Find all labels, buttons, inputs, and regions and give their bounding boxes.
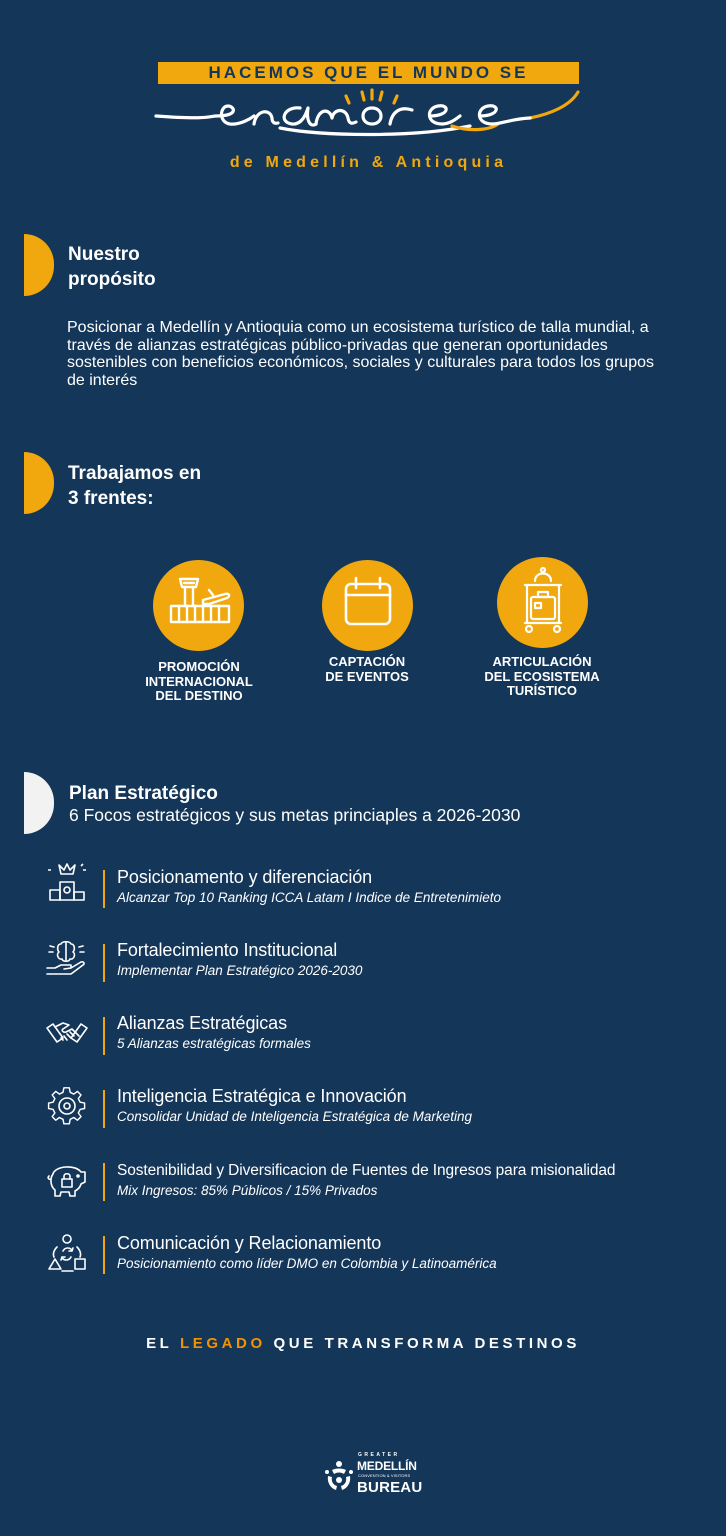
focus-desc: 5 Alianzas estratégicas formales (117, 1036, 311, 1051)
logo-line2: MEDELLÍN (357, 1459, 417, 1473)
fronts-title (68, 461, 201, 511)
shapes-cycle-icon (45, 1233, 89, 1273)
focus-desc: Implementar Plan Estratégico 2026-2030 (117, 963, 363, 978)
focus-divider (103, 1090, 105, 1128)
enamore-script-logo (150, 86, 590, 148)
header-subtitle: de Medellín & Antioquia (229, 154, 508, 171)
focus-title: Alianzas Estratégicas (117, 1013, 287, 1033)
bureau-logo (322, 1452, 422, 1500)
section-marker (24, 234, 54, 296)
front-label-3 (467, 655, 617, 699)
section-marker (24, 452, 54, 514)
tagline-pre: EL (146, 1335, 173, 1352)
front-label-line: ARTICULACIÓN (492, 654, 592, 669)
purpose-title-line2: propósito (68, 269, 156, 290)
bureau-logo-mark-icon (324, 1460, 354, 1494)
focus-title: Sostenibilidad y Diversificacion de Fuentes de Ingresos para misionalidad (117, 1162, 616, 1179)
luggage-cart-icon (497, 557, 588, 648)
purpose-text: Posicionar a Medellín y Antioquia como un ecosistema turístico de talla mundial, a través de alianzas estratégicas público-privadas que generan oportunidades sostenibles con beneficios económicos, sociales y culturales para todos los grupos de interés (67, 319, 654, 389)
calendar-icon (322, 560, 413, 651)
fronts-title-line2: 3 frentes: (68, 488, 154, 509)
front-label-2 (292, 655, 442, 684)
focus-title: Fortalecimiento Institucional (117, 940, 338, 960)
front-label-line: PROMOCIÓN (158, 659, 240, 674)
plan-title: Plan Estratégico (69, 783, 218, 804)
piggy-bank-icon (45, 1160, 89, 1200)
focus-divider (103, 870, 105, 908)
front-label-line: TURÍSTICO (506, 683, 578, 698)
tagline-post: QUE TRANSFORMA DESTINOS (273, 1335, 580, 1352)
section-marker (24, 772, 54, 834)
brain-hand-icon (45, 938, 89, 978)
plan-subtitle: 6 Focos estratégicos y sus metas princiaples a 2026-2030 (69, 805, 521, 825)
focus-desc: Mix Ingresos: 85% Públicos / 15% Privados (117, 1183, 378, 1198)
tagline-accent: LEGADO (179, 1335, 266, 1352)
logo-line4: BUREAU (357, 1479, 423, 1496)
front-label-line: DEL ECOSISTEMA (484, 668, 600, 684)
front-label-line: CAPTACIÓN (328, 654, 406, 669)
handshake-icon (45, 1014, 89, 1054)
focus-title: Posicionamento y diferenciación (117, 867, 373, 887)
front-label-line: INTERNACIONAL (145, 673, 253, 689)
front-label-line: DEL DESTINO (155, 688, 243, 703)
logo-line3: CONVENTION & VISITORS (358, 1473, 411, 1478)
purpose-title (68, 242, 156, 292)
purpose-title-line1: Nuestro (68, 244, 140, 265)
focus-divider (103, 944, 105, 982)
gear-icon (45, 1086, 89, 1126)
focus-desc: Consolidar Unidad de Inteligencia Estratégica de Marketing (117, 1109, 472, 1124)
front-label-1 (124, 660, 274, 704)
front-label-line: DE EVENTOS (325, 668, 409, 684)
tagline (0, 1335, 726, 1352)
airport-tower-icon (153, 560, 244, 651)
logo-line1: GREATER (358, 1452, 400, 1458)
header-banner-text: HACEMOS QUE EL MUNDO SE (208, 63, 529, 82)
focus-title: Comunicación y Relacionamiento (117, 1233, 382, 1253)
focus-divider (103, 1017, 105, 1055)
podium-crown-icon (45, 862, 89, 902)
focus-desc: Posicionamiento como líder DMO en Colombia y Latinoamérica (117, 1256, 497, 1271)
focus-divider (103, 1163, 105, 1201)
focus-desc: Alcanzar Top 10 Ranking ICCA Latam I Indice de Entretenimieto (117, 890, 501, 905)
focus-divider (103, 1236, 105, 1274)
focus-title: Inteligencia Estratégica e Innovación (117, 1086, 407, 1106)
header-banner (158, 62, 579, 84)
fronts-title-line1: Trabajamos en (68, 463, 202, 484)
